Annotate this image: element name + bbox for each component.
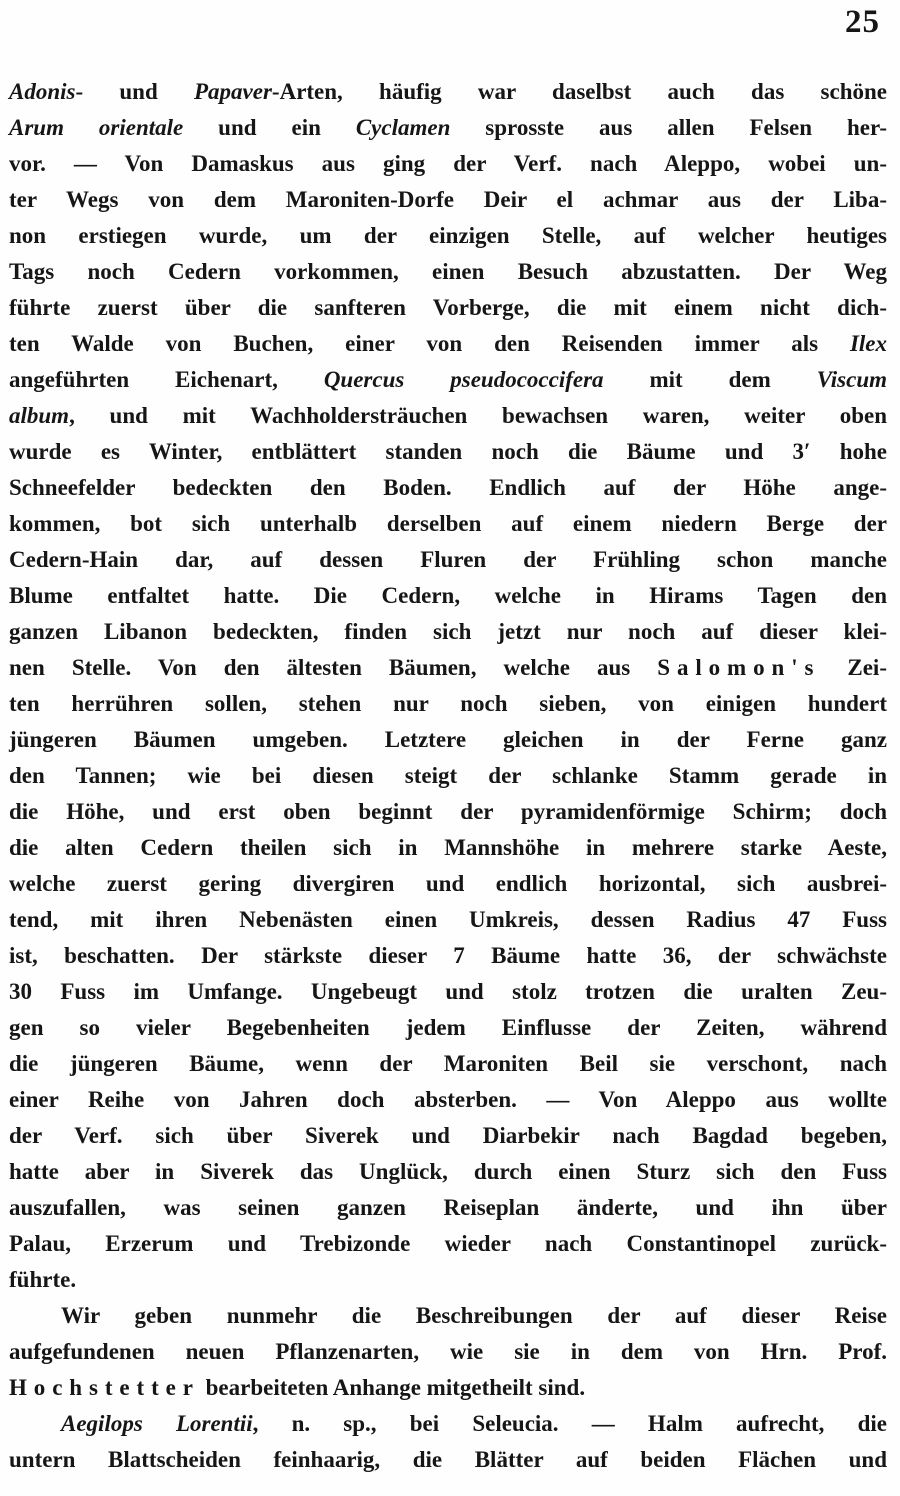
text-segment: -Arten, häufig war daselbst auch das schöne: [271, 79, 887, 104]
text-line: [9, 1442, 887, 1478]
text-segment: , und mit Wachholdersträuchen bewachsen waren, weiter oben: [69, 403, 887, 428]
text-line: [9, 1154, 887, 1190]
text-segment: ist, beschatten. Der stärkste dieser 7 Bäume hatte 36, der schwächste: [9, 943, 887, 968]
text-block: [9, 74, 887, 1478]
text-line: [9, 1010, 887, 1046]
text-line: [9, 1082, 887, 1118]
text-segment: ten Walde von Buchen, einer von den Reisenden immer als: [9, 331, 850, 356]
text-line: [9, 686, 887, 722]
text-segment: einer Reihe von Jahren doch absterben. — Von Aleppo aus wollte: [9, 1087, 887, 1112]
latin-species-name: Papaver: [194, 79, 272, 104]
text-segment: Schneefelder bedeckten den Boden. Endlich auf der Höhe ange-: [9, 475, 887, 500]
text-line: [9, 866, 887, 902]
text-segment: 30 Fuss im Umfange. Ungebeugt und stolz trotzen die uralten Zeu-: [9, 979, 887, 1004]
text-segment: kommen, bot sich unterhalb derselben auf einem niedern Berge der: [9, 511, 887, 536]
text-line: [9, 1046, 887, 1082]
text-line: [9, 470, 887, 506]
text-segment: Tags noch Cedern vorkommen, einen Besuch abzustatten. Der Weg: [9, 259, 887, 284]
text-line: [9, 326, 887, 362]
latin-species-name: Arum orientale: [9, 115, 184, 140]
text-segment: Zei-: [820, 655, 887, 680]
text-line: [9, 1298, 887, 1334]
text-segment: nen Stelle. Von den ältesten Bäumen, welche aus: [9, 655, 658, 680]
letterspaced-proper-name: Hochstetter: [9, 1375, 200, 1400]
text-segment: - und: [75, 79, 194, 104]
text-segment: vor. — Von Damaskus aus ging der Verf. nach Aleppo, wobei un-: [9, 151, 887, 176]
text-segment: Wir geben nunmehr die Beschreibungen der auf dieser Reise: [61, 1303, 887, 1328]
text-line: [9, 1370, 887, 1406]
text-segment: mit dem: [603, 367, 817, 392]
text-line: [9, 974, 887, 1010]
text-line: [9, 362, 887, 398]
latin-species-name: Quercus pseudococcifera: [323, 367, 604, 392]
text-line: [9, 758, 887, 794]
text-segment: bearbeiteten Anhange mitgetheilt sind.: [199, 1375, 586, 1400]
text-line: [9, 218, 887, 254]
text-line: [9, 1190, 887, 1226]
text-segment: Palau, Erzerum und Trebizonde wieder nach Constantinopel zurück-: [9, 1231, 887, 1256]
text-segment: aufgefundenen neuen Pflanzenarten, wie sie in dem von Hrn. Prof.: [9, 1339, 887, 1364]
text-line: [9, 434, 887, 470]
text-segment: , n. sp., bei Seleucia. — Halm aufrecht, die: [252, 1411, 887, 1436]
text-segment: hatte aber in Siverek das Unglück, durch einen Sturz sich den Fuss: [9, 1159, 887, 1184]
text-segment: die Höhe, und erst oben beginnt der pyramidenförmige Schirm; doch: [9, 799, 887, 824]
latin-species-name: Cyclamen: [355, 115, 451, 140]
text-line: [9, 794, 887, 830]
latin-species-name: Aegilops Lorentii: [61, 1411, 253, 1436]
text-line: [9, 578, 887, 614]
text-segment: Blume entfaltet hatte. Die Cedern, welche in Hirams Tagen den: [9, 583, 887, 608]
text-line: [9, 542, 887, 578]
text-line: [9, 182, 887, 218]
page-number: 25: [845, 4, 880, 40]
text-line: [9, 254, 887, 290]
text-segment: welche zuerst gering divergiren und endlich horizontal, sich ausbrei-: [9, 871, 887, 896]
text-line: [9, 650, 887, 686]
text-segment: jüngeren Bäumen umgeben. Letztere gleichen in der Ferne ganz: [9, 727, 887, 752]
latin-species-name: album: [9, 403, 70, 428]
text-segment: führte zuerst über die sanfteren Vorberge, die mit einem nicht dich-: [9, 295, 887, 320]
text-line: [9, 290, 887, 326]
text-segment: wurde es Winter, entblättert standen noch die Bäume und 3′ hohe: [9, 439, 887, 464]
text-segment: führte.: [9, 1267, 77, 1292]
latin-species-name: Adonis: [9, 79, 76, 104]
text-segment: ter Wegs von dem Maroniten-Dorfe Deir el achmar aus der Liba-: [9, 187, 887, 212]
text-line: [9, 830, 887, 866]
text-line: [9, 74, 887, 110]
text-line: [9, 1262, 887, 1298]
text-line: [9, 902, 887, 938]
text-segment: sprosste aus allen Felsen her-: [450, 115, 887, 140]
latin-species-name: Viscum: [816, 367, 888, 392]
text-line: [9, 938, 887, 974]
text-line: [9, 146, 887, 182]
latin-species-name: Ilex: [849, 331, 887, 356]
text-line: [9, 1406, 887, 1442]
text-segment: angeführten Eichenart,: [9, 367, 324, 392]
text-line: [9, 1226, 887, 1262]
text-segment: die alten Cedern theilen sich in Mannshöhe in mehrere starke Aeste,: [9, 835, 887, 860]
letterspaced-proper-name: Salomon's: [657, 655, 821, 680]
text-segment: tend, mit ihren Nebenästen einen Umkreis, dessen Radius 47 Fuss: [9, 907, 887, 932]
text-segment: gen so vieler Begebenheiten jedem Einflusse der Zeiten, während: [9, 1015, 887, 1040]
text-segment: auszufallen, was seinen ganzen Reiseplan änderte, und ihn über: [9, 1195, 887, 1220]
text-segment: untern Blattscheiden feinhaarig, die Blätter auf beiden Flächen und: [9, 1447, 887, 1472]
text-line: [9, 722, 887, 758]
text-segment: und ein: [183, 115, 356, 140]
text-segment: Cedern-Hain dar, auf dessen Fluren der Frühling schon manche: [9, 547, 887, 572]
text-segment: den Tannen; wie bei diesen steigt der schlanke Stamm gerade in: [9, 763, 887, 788]
text-segment: ten herrühren sollen, stehen nur noch sieben, von einigen hundert: [9, 691, 887, 716]
text-line: [9, 506, 887, 542]
text-segment: der Verf. sich über Siverek und Diarbekir nach Bagdad begeben,: [9, 1123, 887, 1148]
text-segment: die jüngeren Bäume, wenn der Maroniten Beil sie verschont, nach: [9, 1051, 887, 1076]
text-line: [9, 1118, 887, 1154]
text-line: [9, 398, 887, 434]
text-line: [9, 614, 887, 650]
text-line: [9, 1334, 887, 1370]
text-line: [9, 110, 887, 146]
text-segment: ganzen Libanon bedeckten, finden sich jetzt nur noch auf dieser klei-: [9, 619, 887, 644]
text-segment: non erstiegen wurde, um der einzigen Stelle, auf welcher heutiges: [9, 223, 887, 248]
